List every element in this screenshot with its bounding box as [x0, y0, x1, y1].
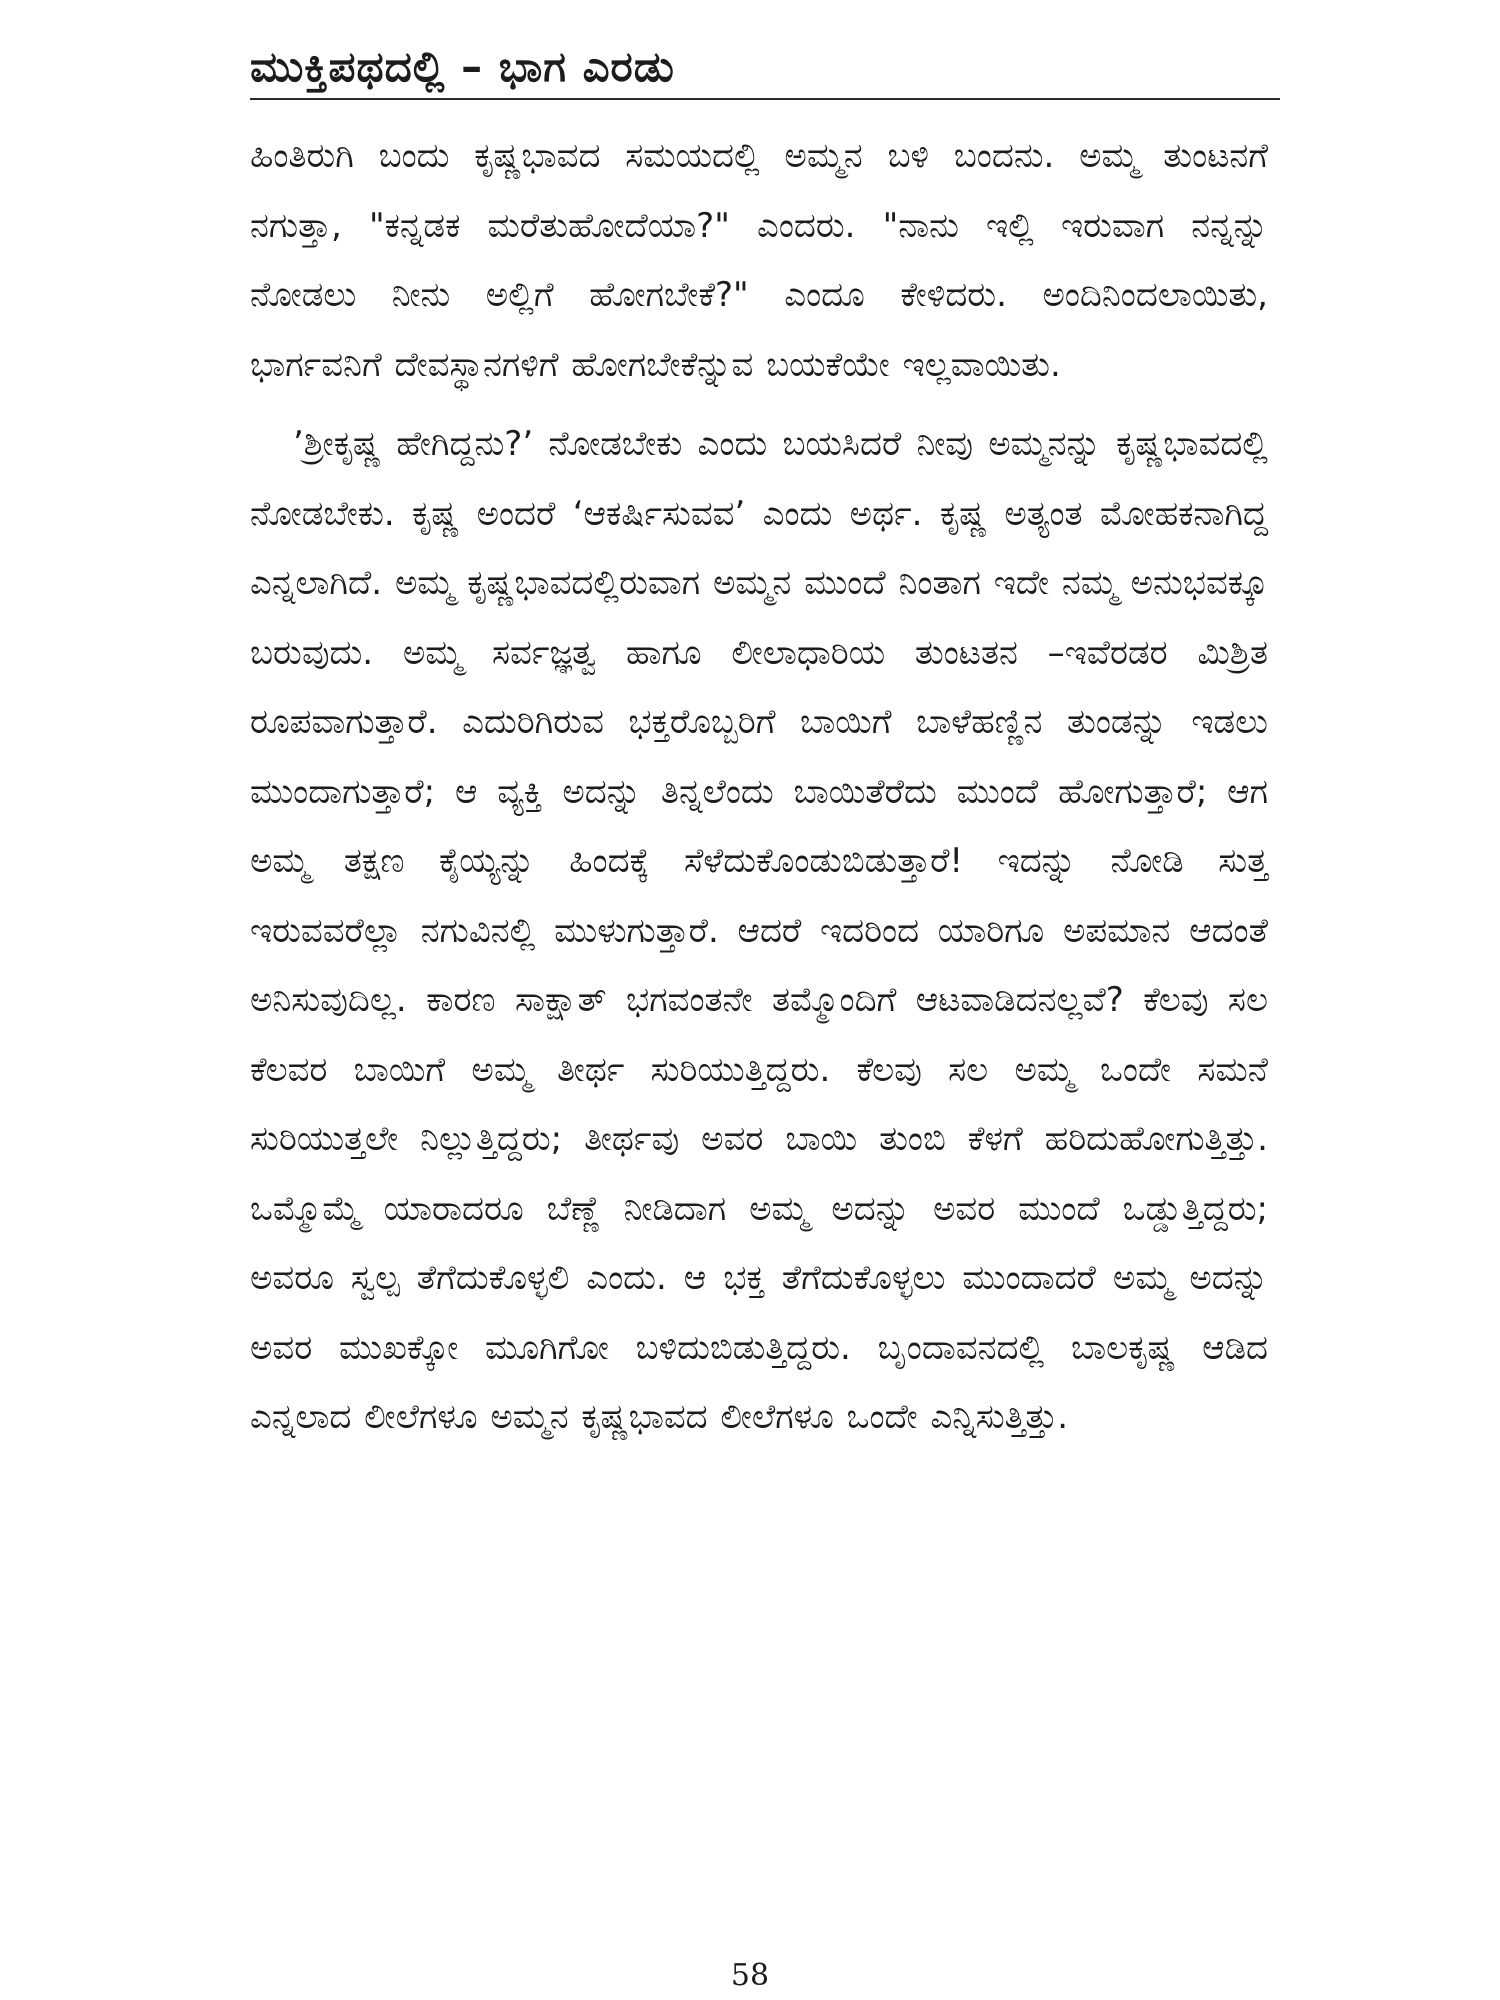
header-rule — [250, 98, 1280, 100]
paragraph-continuation: ಹಿಂತಿರುಗಿ ಬಂದು ಕೃಷ್ಣಭಾವದ ಸಮಯದಲ್ಲಿ ಅಮ್ಮನ ಬಳಿ ಬಂದನು. ಅಮ್ಮ ತುಂಟನಗೆ ನಗುತ್ತಾ, "ಕನ್ನಡಕ ಮರೆತುಹೋದೆಯಾ?" ಎಂದರು. "ನಾನು ಇಲ್ಲಿ ಇರುವಾಗ ನನ್ನನ್ನು ನೋಡಲು ನೀನು ಅಲ್ಲಿಗೆ ಹೋಗಬೇಕೆ?" ಎಂದೂ ಕೇಳಿದರು. ಅಂದಿನಿಂದಲಾಯಿತು, ಭಾರ್ಗವನಿಗೆ ದೇವಸ್ಥಾನಗಳಿಗೆ ಹೋಗಬೇಕೆನ್ನುವ ಬಯಕೆಯೇ ಇಲ್ಲವಾಯಿತು. — [250, 136, 1268, 385]
page-number: 58 — [730, 1958, 770, 1993]
running-title: ಮುಕ್ತಿಪಥದಲ್ಲಿ – ಭಾಗ ಎರಡು — [250, 42, 675, 91]
page-body — [250, 122, 1268, 1453]
paragraph-srikrishna: ’ಶ್ರೀಕೃಷ್ಣ ಹೇಗಿದ್ದನು?’ ನೋಡಬೇಕು ಎಂದು ಬಯಸಿದರೆ ನೀವು ಅಮ್ಮನನ್ನು ಕೃಷ್ಣಭಾವದಲ್ಲಿ ನೋಡಬೇಕು. ಕೃಷ್ಣ ಅಂದರೆ ‘ಆಕರ್ಷಿಸುವವ’ ಎಂದು ಅರ್ಥ. ಕೃಷ್ಣ ಅತ್ಯಂತ ಮೋಹಕನಾಗಿದ್ದ ಎನ್ನಲಾಗಿದೆ. ಅಮ್ಮ ಕೃಷ್ಣಭಾವದಲ್ಲಿರುವಾಗ ಅಮ್ಮನ ಮುಂದೆ ನಿಂತಾಗ ಇದೇ ನಮ್ಮ ಅನುಭವಕ್ಕೂ ಬರುವುದು. ಅಮ್ಮ ಸರ್ವಜ್ಞತ್ವ ಹಾಗೂ ಲೀಲಾಧಾರಿಯ ತುಂಟತನ –ಇವೆರಡರ ಮಿಶ್ರಿತ ರೂಪವಾಗುತ್ತಾರೆ. ಎದುರಿಗಿರುವ ಭಕ್ತರೊಬ್ಬರಿಗೆ ಬಾಯಿಗೆ ಬಾಳೆಹಣ್ಣಿನ ತುಂಡನ್ನು ಇಡಲು ಮುಂದಾಗುತ್ತಾರೆ; ಆ ವ್ಯಕ್ತಿ ಅದನ್ನು ತಿನ್ನಲೆಂದು ಬಾಯಿತೆರೆದು ಮುಂದೆ ಹೋಗುತ್ತಾರೆ; ಆಗ ಅಮ್ಮ ತಕ್ಷಣ ಕೈಯ್ಯನ್ನು ಹಿಂದಕ್ಕೆ ಸೆಳೆದುಕೊಂಡುಬಿಡುತ್ತಾರೆ! ಇದನ್ನು ನೋಡಿ ಸುತ್ತ ಇರುವವರೆಲ್ಲಾ ನಗುವಿನಲ್ಲಿ ಮುಳುಗುತ್ತಾರೆ. ಆದರೆ ಇದರಿಂದ ಯಾರಿಗೂ ಅಪಮಾನ ಆದಂತೆ ಅನಿಸುವುದಿಲ್ಲ. ಕಾರಣ ಸಾಕ್ಷಾತ್ ಭಗವಂತನೇ ತಮ್ಮೊಂದಿಗೆ ಆಟವಾಡಿದನಲ್ಲವೆ? ಕೆಲವು ಸಲ ಕೆಲವರ ಬಾಯಿಗೆ ಅಮ್ಮ ತೀರ್ಥ ಸುರಿಯುತ್ತಿದ್ದರು. ಕೆಲವು ಸಲ ಅಮ್ಮ ಒಂದೇ ಸಮನೆ ಸುರಿಯುತ್ತಲೇ ನಿಲ್ಲುತ್ತಿದ್ದರು; ತೀರ್ಥವು ಅವರ ಬಾಯಿ ತುಂಬಿ ಕೆಳಗೆ ಹರಿದುಹೋಗುತ್ತಿತ್ತು. ಒಮ್ಮೊಮ್ಮೆ ಯಾರಾದರೂ ಬೆಣ್ಣೆ ನೀಡಿದಾಗ ಅಮ್ಮ ಅದನ್ನು ಅವರ ಮುಂದೆ ಒಡ್ಡುತ್ತಿದ್ದರು; ಅವರೂ ಸ್ವಲ್ಪ ತೆಗೆದುಕೊಳ್ಳಲಿ ಎಂದು. ಆ ಭಕ್ತ ತೆಗೆದುಕೊಳ್ಳಲು ಮುಂದಾದರೆ ಅಮ್ಮ ಅದನ್ನು ಅವರ ಮುಖಕ್ಕೋ ಮೂಗಿಗೋ ಬಳಿದುಬಿಡುತ್ತಿದ್ದರು. ಬೃಂದಾವನದಲ್ಲಿ ಬಾಲಕೃಷ್ಣ ಆಡಿದ ಎನ್ನಲಾದ ಲೀಲೆಗಳೂ ಅಮ್ಮನ ಕೃಷ್ಣಭಾವದ ಲೀಲೆಗಳೂ ಒಂದೇ ಎನ್ನಿಸುತ್ತಿತ್ತು. — [250, 424, 1268, 1437]
